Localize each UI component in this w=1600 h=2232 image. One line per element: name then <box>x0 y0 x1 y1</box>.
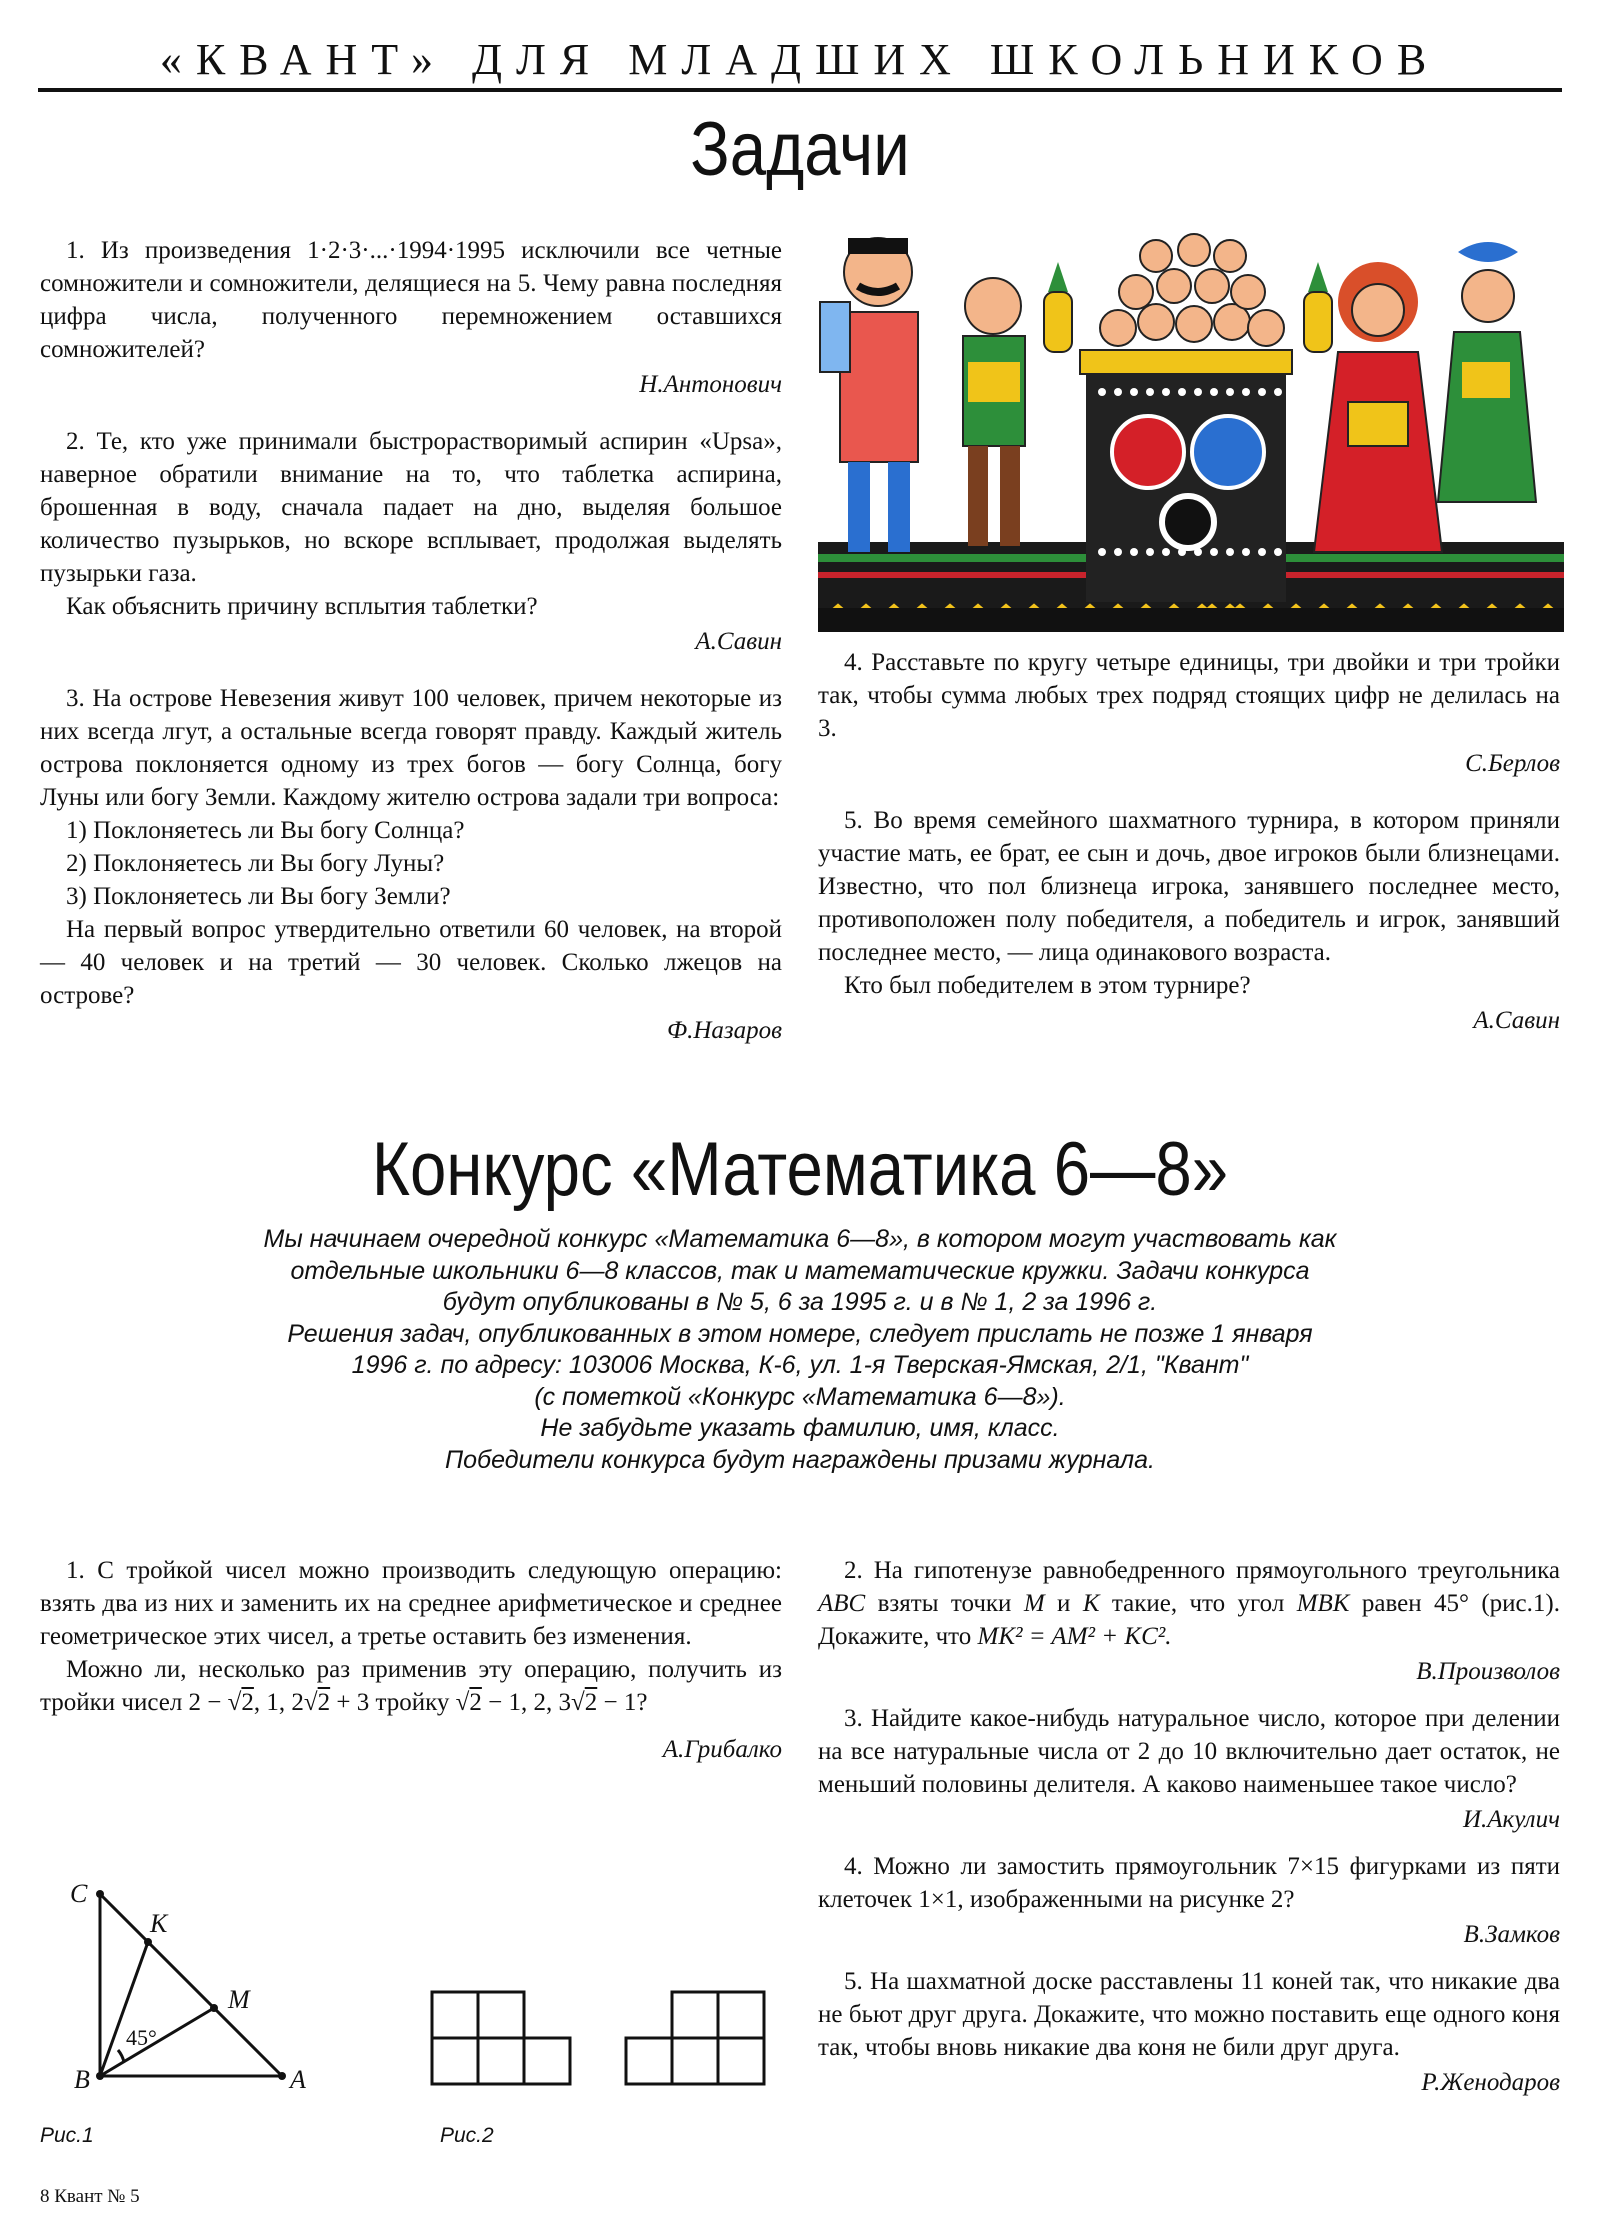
problem-3-question-2: 2) Поклоняетесь ли Вы богу Луны? <box>66 850 445 877</box>
problem-1-text: 1. Из произведения 1·2·3·...·1994·1995 исключили все четные сомножители и сомножители, делящиеся на 5. Чему равна последняя цифра числа, полученного перемножением оставшихся сомножителей? <box>40 237 782 363</box>
sqrt-arg: 2 <box>469 1689 482 1716</box>
c2-m: M <box>1023 1590 1045 1617</box>
figure-1-triangle <box>40 1870 340 2100</box>
contest-intro-line: отдельные школьники 6—8 классов, так и математические кружки. Задачи конкурса <box>290 1256 1310 1285</box>
c2-abc: ABC <box>818 1590 866 1617</box>
contest-problem-3-text: 3. Найдите какое-нибудь натуральное число, которое при делении на все натуральные числа от 2 до 10 включительно дает остаток, не меньший половины делителя. А каково наименьшее такое число? <box>818 1705 1560 1798</box>
contest-intro-line: будут опубликованы в № 5, 6 за 1995 г. и в № 1, 2 за 1996 г. <box>442 1288 1158 1316</box>
contest-left-column <box>40 1554 782 1766</box>
contest-intro <box>150 1224 1450 1476</box>
label-a: A <box>290 2065 306 2094</box>
problem-5-author: А.Савин <box>1473 1007 1560 1034</box>
c2-k: K <box>1082 1590 1100 1617</box>
contest-problem-1-text: 1. С тройкой чисел можно производить следующую операцию: взять два из них и заменить их на среднее арифметическое и среднее геометрическое этих чисел, а третье оставить без изменения. <box>40 1557 782 1650</box>
section-header: «КВАНТ» ДЛЯ МЛАДШИХ ШКОЛЬНИКОВ <box>159 35 1441 84</box>
figure-1-caption: Рис.1 <box>40 2124 94 2147</box>
problem-3-end: На первый вопрос утвердительно ответили 60 человек, на второй — 40 человек и на третий — 30 человек. Сколько лжецов на острове? <box>40 916 782 1009</box>
contest-intro-line: Не забудьте указать фамилию, имя, класс. <box>540 1414 1060 1442</box>
sqrt-sign: √ <box>571 1689 585 1716</box>
sqrt-sign: √ <box>303 1689 318 1716</box>
problem-4-text: 4. Расставьте по кругу четыре единицы, три двойки и три тройки так, чтобы сумма любых трех подряд стоящих цифр не делилась на 3. <box>818 649 1560 742</box>
folk-illustration <box>818 232 1564 632</box>
c2-part: и <box>1044 1590 1083 1617</box>
contest-problem-1-author: А.Грибалко <box>662 1736 782 1763</box>
problem-3-question-3: 3) Поклоняетесь ли Вы богу Земли? <box>66 883 451 910</box>
label-b: B <box>74 2065 90 2094</box>
problem-1-author: Н.Антонович <box>639 371 782 398</box>
c1-q-part: − 1? <box>597 1689 648 1716</box>
contest-intro-line: Решения задач, опубликованных в этом номере, следует прислать не позже 1 января <box>287 1319 1313 1348</box>
problem-2-text: 2. Те, кто уже принимали быстрорастворимый аспирин «Upsa», наверное обратили внимание на то, что таблетка аспирина, брошенная в воду, сначала падает на дно, выделяя большое количество пузырьков, но вскоре всплывает, продолжая выделять пузырьки газа. <box>40 428 782 587</box>
c1-q-part: Можно ли, несколько раз применив эту операцию, получить из тройки чисел 2 − <box>40 1656 782 1716</box>
page-footer: 8 Квант № 5 <box>40 2186 140 2207</box>
problem-3-text: 3. На острове Невезения живут 100 человек, причем некоторые из них всегда лгут, а остальные всегда говорят правду. Каждый житель острова поклоняется одному из трех богов — богу Солнца, богу Луны или богу Земли. Каждому жителю острова задали три вопроса: <box>40 685 782 811</box>
c2-part: равен 45° (рис.1). Докажите, что <box>818 1590 1560 1650</box>
contest-intro-line: 1996 г. по адресу: 103006 Москва, К-6, ул. 1-я Тверская-Ямская, 2/1, "Квант" <box>351 1351 1249 1379</box>
problem-2-author: А.Савин <box>695 628 782 655</box>
c2-mbk: MBK <box>1296 1590 1350 1617</box>
angle-label: 45° <box>126 2025 157 2050</box>
problems-title: Задачи <box>690 107 910 192</box>
c2-part: 2. На гипотенузе равнобедренного прямоугольного треугольника <box>844 1557 1560 1584</box>
contest-intro-line: Победители конкурса будут награждены призами журнала. <box>445 1445 1155 1474</box>
figure-2-shapes <box>430 1970 770 2100</box>
contest-problem-5-author: Р.Женодаров <box>1421 2069 1560 2096</box>
c2-formula: MK² = AM² + KC². <box>977 1623 1172 1650</box>
problem-2-question: Как объяснить причину всплытия таблетки? <box>66 593 538 620</box>
contest-problem-2-author: В.Произволов <box>1416 1658 1560 1685</box>
problem-3-question-1: 1) Поклоняетесь ли Вы богу Солнца? <box>66 817 465 844</box>
problem-3-author: Ф.Назаров <box>666 1017 782 1044</box>
c1-q-part: + 3 тройку <box>330 1689 456 1716</box>
sqrt-sign: √ <box>455 1689 470 1716</box>
label-k: K <box>150 1909 168 1938</box>
contest-intro-line: (с пометкой «Конкурс «Математика 6—8»). <box>534 1382 1066 1411</box>
contest-problem-5-text: 5. На шахматной доске расставлены 11 коней так, что никакие два не бьют друг друга. Докажите, что можно поставить еще одного коня так, чтобы вновь никакие два коня не били друг друга. <box>818 1968 1560 2061</box>
c1-q-part: , 1, 2 <box>253 1689 304 1716</box>
sqrt-arg: 2 <box>241 1689 254 1716</box>
figure-2-caption: Рис.2 <box>440 2124 494 2147</box>
problem-5-text: 5. Во время семейного шахматного турнира, в котором приняли участие мать, ее брат, ее сын и дочь, двое игроков были близнецами. Известно, что пол близнеца игрока, занявшего последнее место, противоположен полу победителя, а победитель и игрок, занявший последнее место, — лица одинакового возраста. <box>818 807 1560 966</box>
sqrt-arg: 2 <box>584 1689 598 1716</box>
sqrt-arg: 2 <box>317 1689 331 1716</box>
sqrt-sign: √ <box>227 1689 242 1716</box>
contest-title: Конкурс «Математика 6—8» <box>371 1127 1229 1212</box>
contest-problem-4-text: 4. Можно ли замостить прямоугольник 7×15 фигурками из пяти клеточек 1×1, изображенными на рисунке 2? <box>818 1853 1560 1913</box>
c2-part: взяты точки <box>865 1590 1024 1617</box>
header-rule <box>38 88 1562 92</box>
problem-5-question: Кто был победителем в этом турнире? <box>844 972 1251 999</box>
problems-right-column <box>818 646 1560 1037</box>
contest-intro-line: Мы начинаем очередной конкурс «Математика 6—8», в котором могут участвовать как <box>263 1225 1337 1253</box>
contest-problem-1-question <box>40 1653 782 1719</box>
label-m: M <box>228 1985 250 2014</box>
problem-4-author: С.Берлов <box>1465 750 1560 777</box>
contest-problem-3-author: И.Акулич <box>1462 1806 1560 1833</box>
contest-problem-4-author: В.Замков <box>1463 1921 1560 1948</box>
contest-right-column <box>818 1554 1560 2099</box>
contest-problem-2-text <box>818 1554 1560 1653</box>
c1-q-part: − 1, 2, 3 <box>481 1689 571 1716</box>
problems-left-column <box>40 234 782 1047</box>
c2-part: такие, что угол <box>1099 1590 1297 1617</box>
label-c: C <box>70 1879 88 1908</box>
